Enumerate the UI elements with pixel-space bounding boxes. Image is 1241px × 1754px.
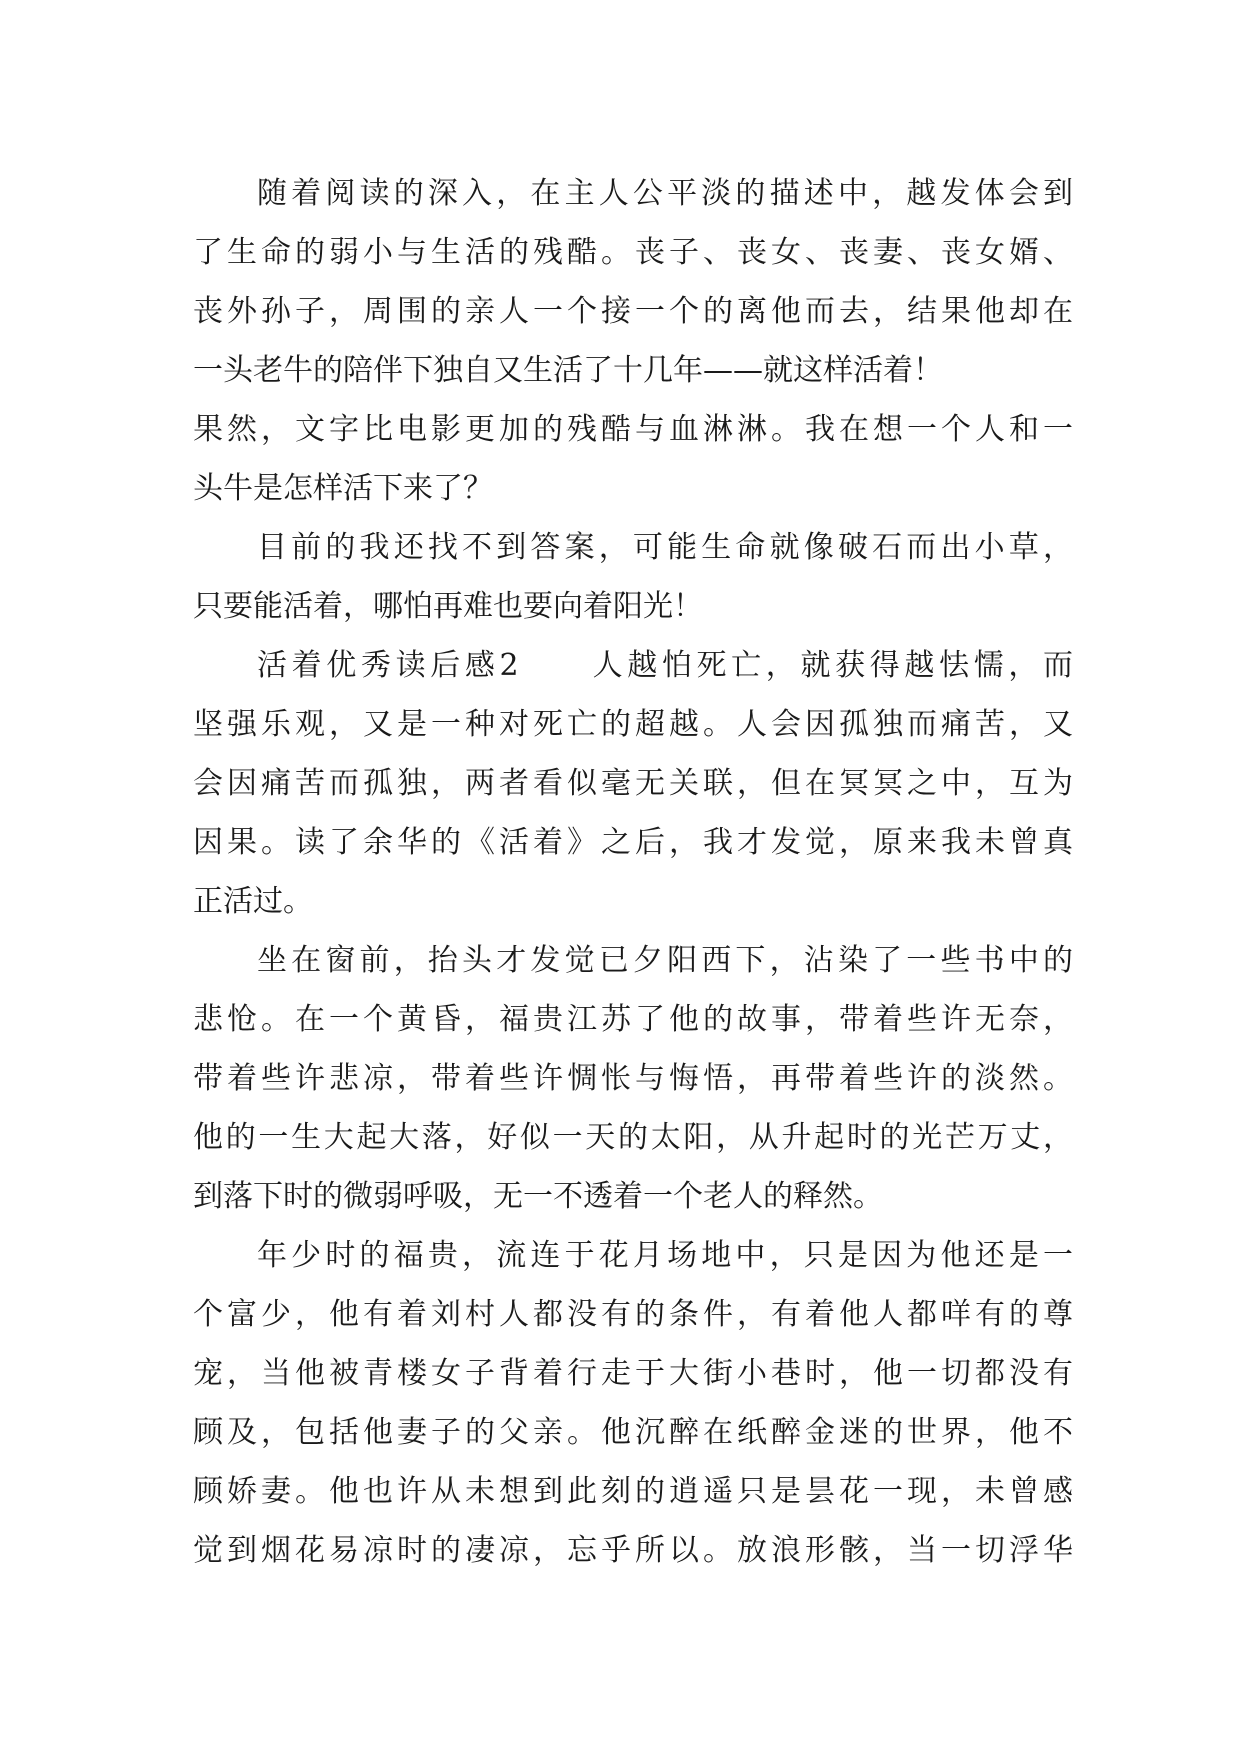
- text-line: 到落下时的微弱呼吸，无一不透着一个老人的释然。: [193, 1179, 883, 1214]
- text-line: 一头老牛的陪伴下独自又生活了十几年——就这样活着！: [193, 353, 943, 388]
- text-line: 个富少，他有着刘村人都没有的条件，有着他人都咩有的尊: [193, 1297, 1073, 1332]
- text-line: 只要能活着，哪怕再难也要向着阳光！: [193, 589, 703, 624]
- text-line: 丧外孙子，周围的亲人一个接一个的离他而去，结果他却在: [193, 294, 1073, 329]
- text-line: 带着些许悲凉，带着些许惆怅与悔悟，再带着些许的淡然。: [193, 1061, 1073, 1096]
- text-line: 年少时的福贵，流连于花月场地中，只是因为他还是一: [257, 1238, 1073, 1273]
- paragraph: [193, 518, 1073, 636]
- text-line: 果然，文字比电影更加的残酷与血淋淋。我在想一个人和一: [193, 412, 1073, 447]
- text-line: 坚强乐观，又是一种对死亡的超越。人会因孤独而痛苦，又: [193, 707, 1073, 742]
- text-line: 宠，当他被青楼女子背着行走于大街小巷时，他一切都没有: [193, 1356, 1073, 1391]
- paragraph: [193, 164, 1073, 518]
- paragraph: [193, 931, 1073, 1226]
- paragraph: [193, 1226, 1073, 1580]
- document-body: [193, 164, 1073, 1580]
- text-line: 目前的我还找不到答案，可能生命就像破石而出小草，: [257, 530, 1073, 565]
- text-line: 活着优秀读后感2 人越怕死亡，就获得越怯懦，而: [257, 648, 1073, 683]
- text-line: 会因痛苦而孤独，两者看似毫无关联，但在冥冥之中，互为: [193, 766, 1073, 801]
- text-line: 觉到烟花易凉时的凄凉，忘乎所以。放浪形骸，当一切浮华: [193, 1533, 1073, 1568]
- paragraph: [193, 636, 1073, 931]
- text-line: 随着阅读的深入，在主人公平淡的描述中，越发体会到: [257, 176, 1073, 211]
- text-line: 正活过。: [193, 884, 313, 919]
- text-line: 头牛是怎样活下来了？: [193, 471, 493, 506]
- text-line: 顾娇妻。他也许从未想到此刻的逍遥只是昙花一现，未曾感: [193, 1474, 1073, 1509]
- text-line: 他的一生大起大落，好似一天的太阳，从升起时的光芒万丈，: [193, 1120, 1073, 1155]
- text-line: 悲怆。在一个黄昏，福贵江苏了他的故事，带着些许无奈，: [193, 1002, 1073, 1037]
- text-line: 了生命的弱小与生活的残酷。丧子、丧女、丧妻、丧女婿、: [193, 235, 1073, 270]
- text-line: 坐在窗前，抬头才发觉已夕阳西下，沾染了一些书中的: [257, 943, 1073, 978]
- text-line: 因果。读了余华的《活着》之后，我才发觉，原来我未曾真: [193, 825, 1073, 860]
- text-line: 顾及，包括他妻子的父亲。他沉醉在纸醉金迷的世界，他不: [193, 1415, 1073, 1450]
